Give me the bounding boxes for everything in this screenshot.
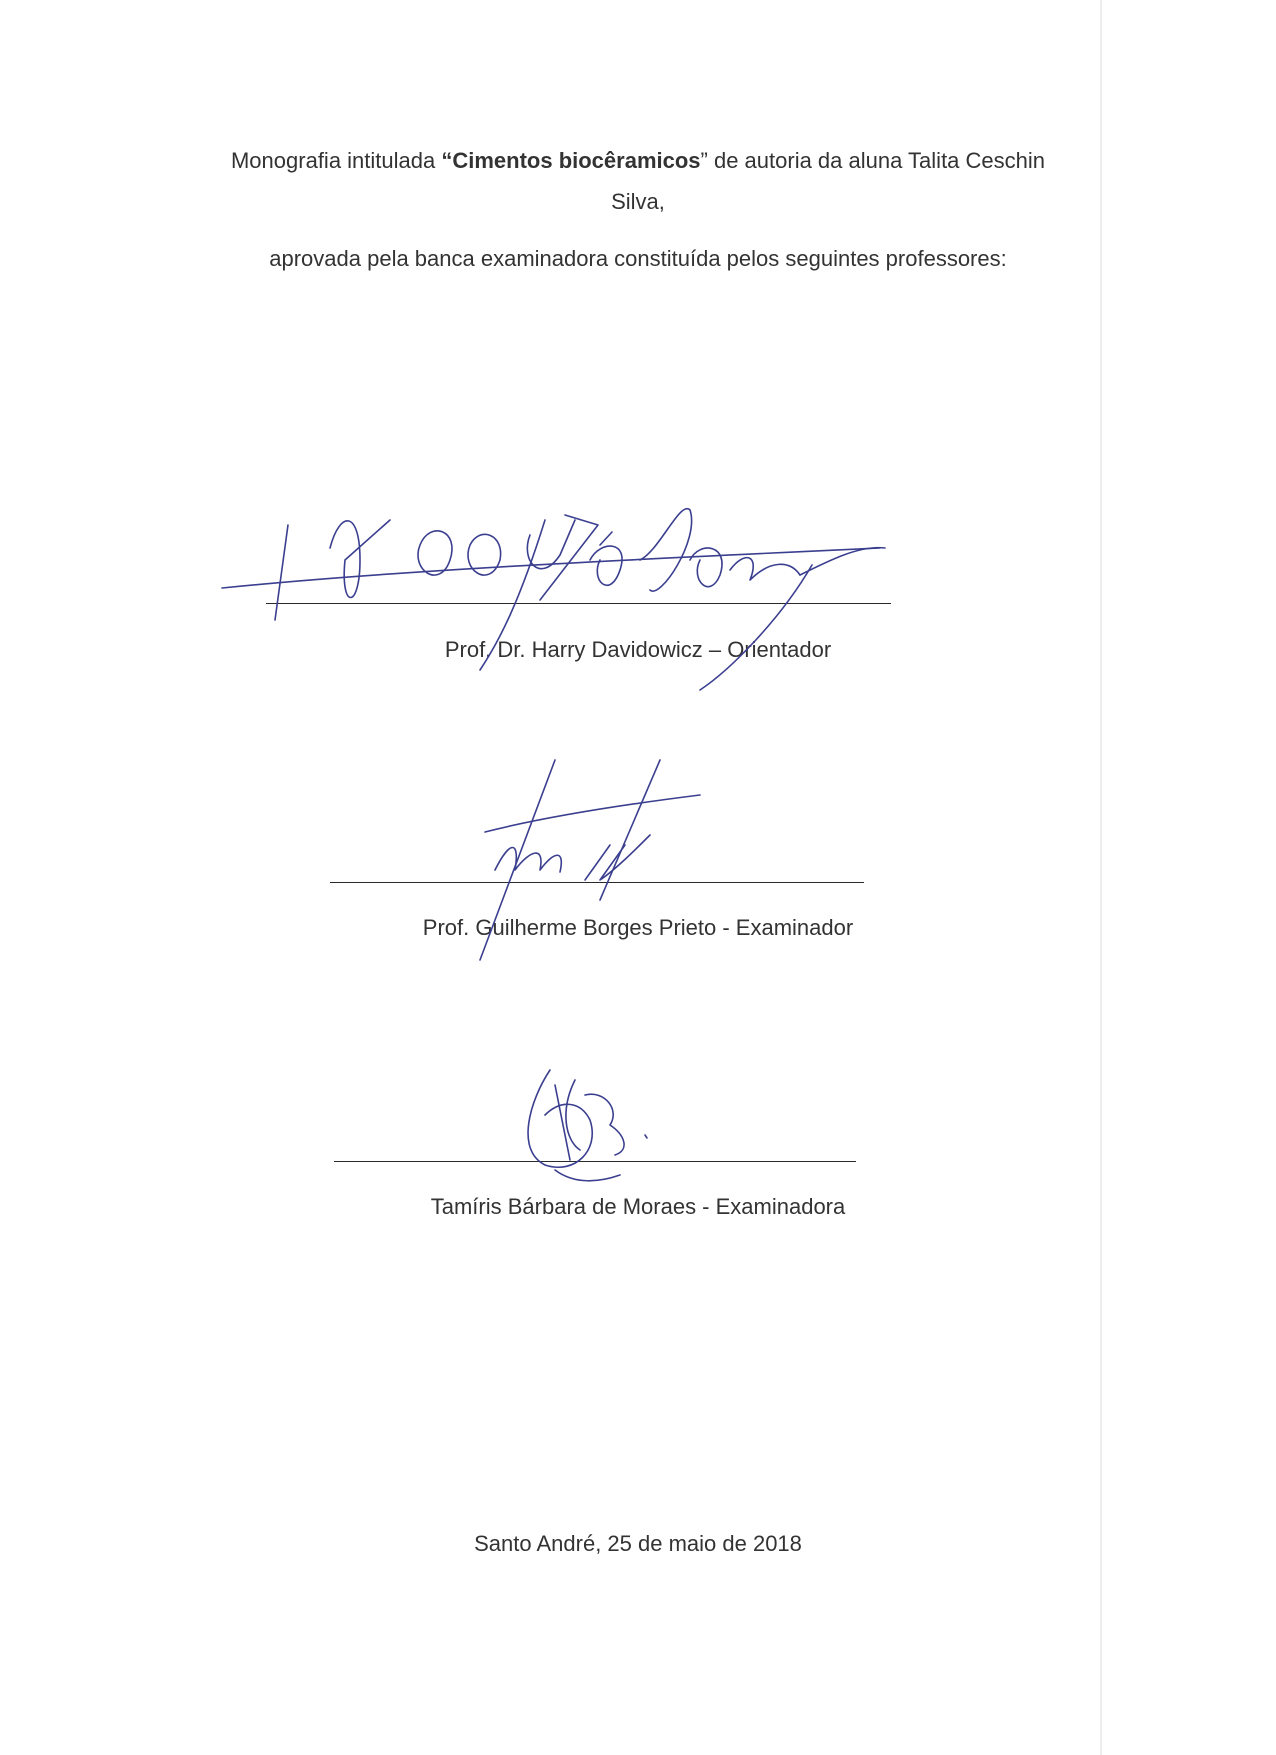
signatory-advisor: Prof. Dr. Harry Davidowicz – Orientador bbox=[444, 637, 832, 662]
signature-line-examiner-1 bbox=[330, 882, 864, 883]
monograph-title: “Cimentos biocêramicos bbox=[441, 148, 701, 173]
signatory-examiner-2: Tamíris Bárbara de Moraes - Examinadora bbox=[430, 1194, 846, 1219]
place-and-date: Santo André, 25 de maio de 2018 bbox=[474, 1531, 802, 1556]
intro-line bbox=[0, 146, 1276, 176]
intro-suffix: ” de autoria da aluna Talita Ceschin bbox=[700, 148, 1046, 173]
approval-statement: aprovada pela banca examinadora constituída pelos seguintes professores: bbox=[269, 246, 1007, 271]
signature-line-examiner-2 bbox=[334, 1161, 856, 1162]
intro-continuation: Silva, bbox=[611, 189, 665, 214]
signature-examiner-2 bbox=[528, 1070, 647, 1181]
signature-line-advisor bbox=[266, 603, 891, 604]
intro-prefix: Monografia intitulada bbox=[230, 148, 442, 173]
signatory-examiner-1: Prof. Guilherme Borges Prieto - Examinador bbox=[422, 915, 854, 940]
